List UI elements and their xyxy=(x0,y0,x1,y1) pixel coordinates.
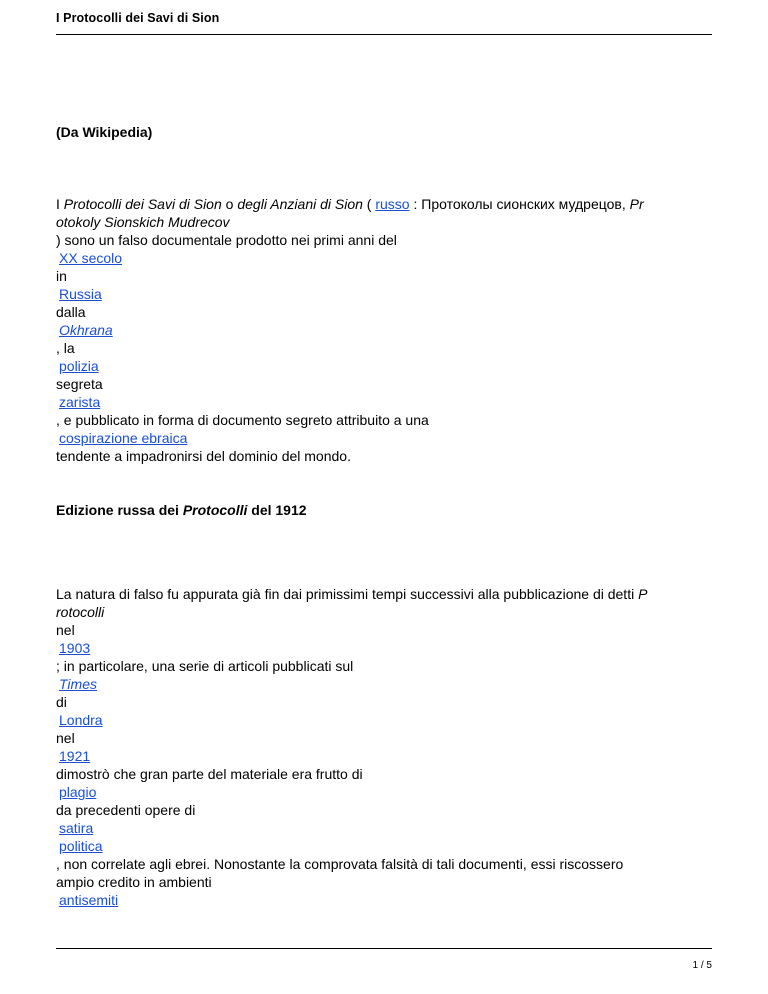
text: La natura di falso fu appurata già fin dai primissimi tempi successivi alla pubblicazione di detti xyxy=(56,586,639,602)
heading-text: Edizione russa dei xyxy=(56,502,183,518)
intro-paragraph xyxy=(56,195,716,465)
link-cospirazione-ebraica[interactable]: cospirazione ebraica xyxy=(59,430,188,446)
footer-rule xyxy=(56,948,712,949)
heading-text: del 1912 xyxy=(247,502,307,518)
source-label: (Da Wikipedia) xyxy=(56,124,153,140)
text: : Протоколы сионских мудрецов, xyxy=(409,196,630,212)
page-header-title: I Protocolli dei Savi di Sion xyxy=(56,11,220,25)
link-londra[interactable]: Londra xyxy=(59,712,103,728)
text-italic: Pr xyxy=(629,196,644,212)
text-line: di xyxy=(56,694,67,710)
text-line: , la xyxy=(56,340,75,356)
text-italic: degli Anziani di Sion xyxy=(237,196,363,212)
text-line: in xyxy=(56,268,67,284)
link-russia[interactable]: Russia xyxy=(59,286,102,302)
section-heading xyxy=(56,501,716,519)
link-antisemiti[interactable]: antisemiti xyxy=(59,892,119,908)
text: ( xyxy=(362,196,376,212)
text-line xyxy=(56,195,716,213)
text-line: dalla xyxy=(56,304,86,320)
text-line: rotocolli xyxy=(56,604,105,620)
link-plagio[interactable]: plagio xyxy=(59,784,97,800)
text-line: ampio credito in ambienti xyxy=(56,874,212,890)
link-1921[interactable]: 1921 xyxy=(59,748,91,764)
text-line: otokoly Sionskich Mudrecov xyxy=(56,214,230,230)
text-line: dimostrò che gran parte del materiale era frutto di xyxy=(56,766,363,782)
text-line: nel xyxy=(56,730,75,746)
page-number: 1 / 5 xyxy=(692,960,712,971)
text-line: , non correlate agli ebrei. Nonostante la comprovata falsità di tali documenti, essi riscossero xyxy=(56,856,624,872)
link-polizia[interactable]: polizia xyxy=(59,358,99,374)
text-line: segreta xyxy=(56,376,103,392)
link-politica[interactable]: politica xyxy=(59,838,103,854)
text: o xyxy=(221,196,238,212)
text-line: tendente a impadronirsi del dominio del mondo. xyxy=(56,448,351,464)
link-zarista[interactable]: zarista xyxy=(59,394,101,410)
text-italic: Protocolli dei Savi di Sion xyxy=(63,196,222,212)
text-italic: P xyxy=(638,586,648,602)
text-line: da precedenti opere di xyxy=(56,802,196,818)
heading-text-italic: Protocolli xyxy=(182,502,248,518)
link-okhrana[interactable]: Okhrana xyxy=(59,322,113,338)
text-line xyxy=(56,585,716,603)
link-satira[interactable]: satira xyxy=(59,820,94,836)
second-paragraph xyxy=(56,585,716,909)
text-line: ) sono un falso documentale prodotto nei primi anni del xyxy=(56,232,397,248)
link-xx-secolo[interactable]: XX secolo xyxy=(59,250,123,266)
link-times[interactable]: Times xyxy=(59,676,97,692)
text-line: nel xyxy=(56,622,75,638)
link-russo[interactable]: russo xyxy=(375,196,410,212)
text: I xyxy=(56,196,64,212)
link-1903[interactable]: 1903 xyxy=(59,640,91,656)
text-line: , e pubblicato in forma di documento segreto attribuito a una xyxy=(56,412,429,428)
text-line: ; in particolare, una serie di articoli pubblicati sul xyxy=(56,658,354,674)
header-rule xyxy=(56,34,712,35)
